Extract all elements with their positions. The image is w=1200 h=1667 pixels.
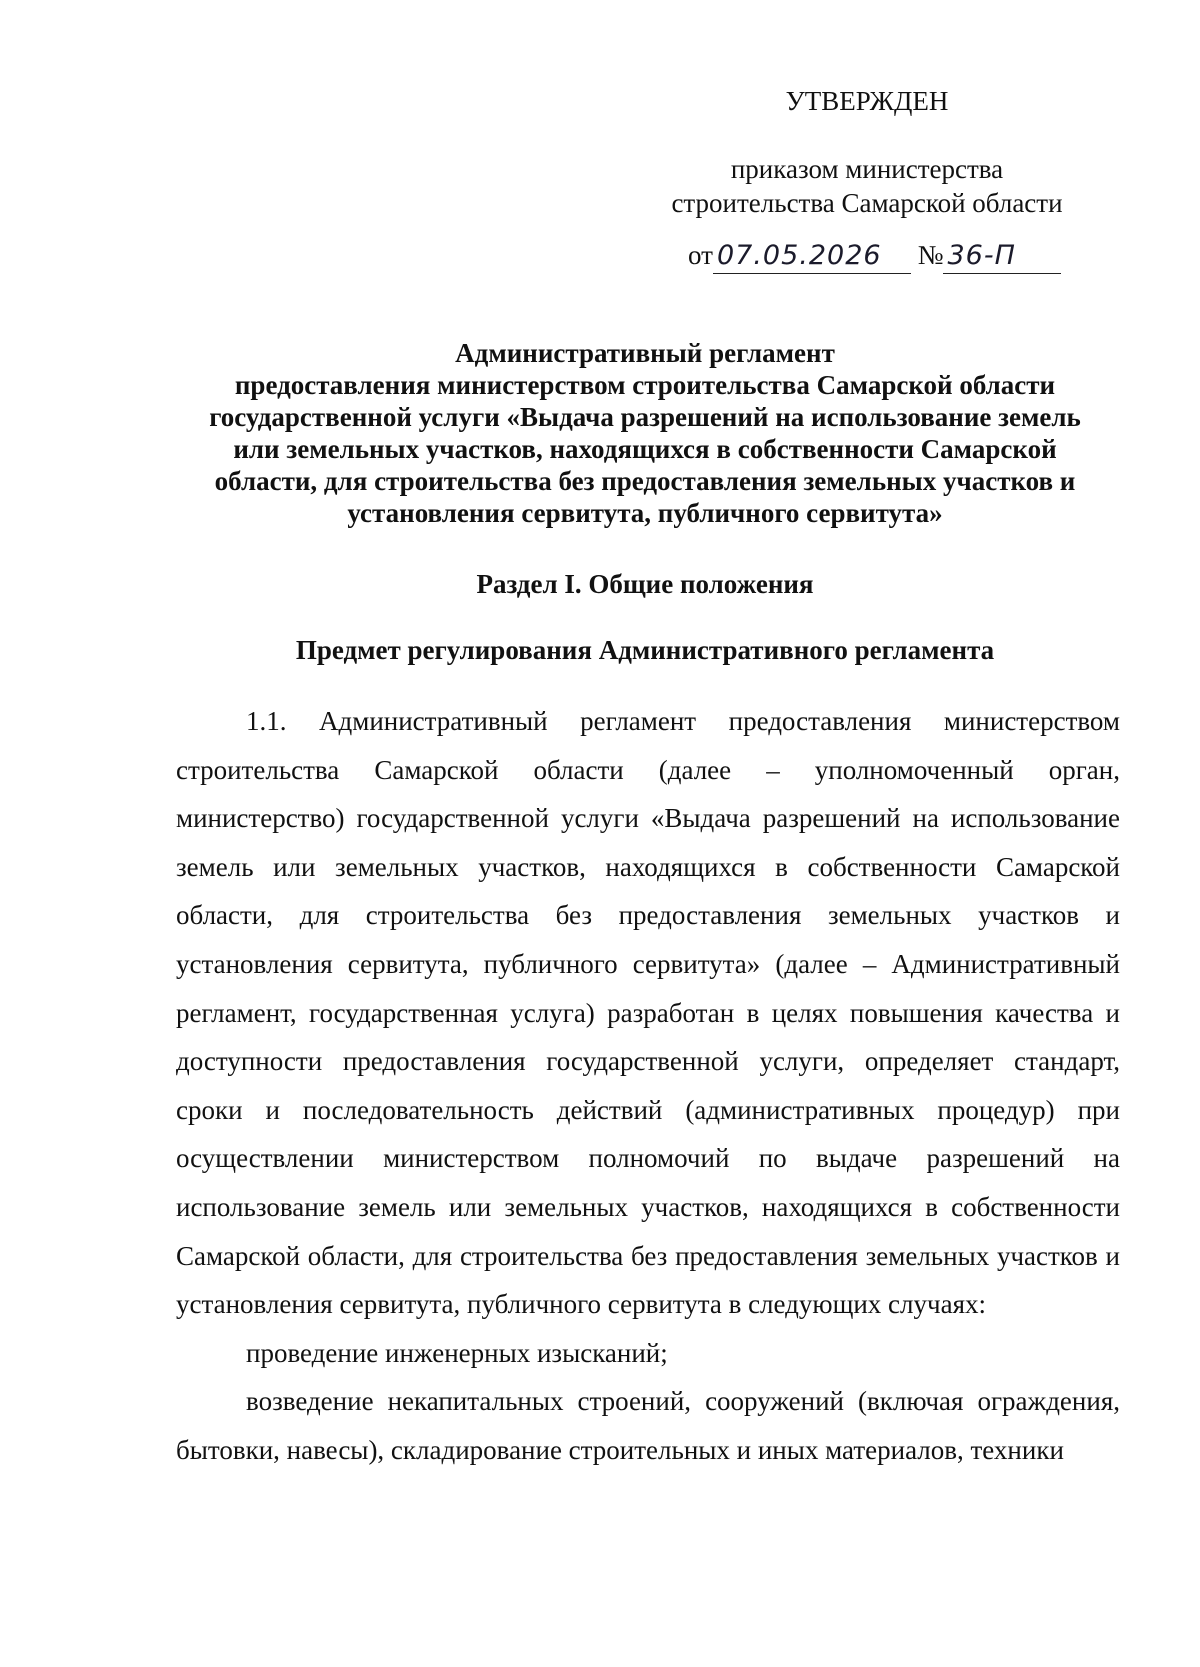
- title-line-5: области, для строительства без предоставления земельных участков и: [214, 466, 1076, 496]
- approval-line-1: приказом министерства: [730, 154, 1004, 184]
- order-date-handwritten: 07.05.2026: [713, 239, 911, 274]
- paragraph-engineering-surveys: проведение инженерных изысканий;: [246, 1337, 668, 1368]
- order-number-handwritten: 36-П: [943, 239, 1061, 274]
- number-prefix: №: [917, 240, 944, 270]
- document-title: [170, 337, 1120, 529]
- title-line-2: предоставления министерством строительства Самарской области: [234, 370, 1056, 400]
- section-heading: Раздел I. Общие положения: [476, 569, 814, 599]
- title-line-3: государственной услуги «Выдача разрешений на использование земель: [209, 402, 1081, 432]
- document-body: [176, 697, 1120, 1475]
- paragraph-non-capital-structures: возведение некапитальных строений, сооружений (включая ограждения, бытовки, навесы), складирование строительных и иных материалов, техники: [176, 1386, 1120, 1465]
- approved-heading: УТВЕРЖДЕН: [785, 86, 949, 116]
- paragraph-1-1: 1.1. Административный регламент предоставления министерством строительства Самарской области (далее – уполномоченный орган, министерство) государственной услуги «Выдача разрешений на использование земель или земельных участков, находящихся в собственности Самарской области, для строительства без предоставления земельных участков и установления сервитута, публичного сервитута» (далее – Административный регламент, государственная услуга) разработан в целях повышения качества и доступности предоставления государственной услуги, определяет стандарт, сроки и последовательность действий (административных процедур) при осуществлении министерством полномочий по выдаче разрешений на использование земель или земельных участков, находящихся в собственности Самарской области, для строительства без предоставления земельных участков и установления сервитута, публичного сервитута в следующих случаях:: [176, 706, 1120, 1320]
- order-date-number-row: [688, 238, 1061, 274]
- title-line-6: установления сервитута, публичного сервитута»: [347, 498, 943, 528]
- approval-stamp-block: [652, 84, 1082, 220]
- subsection-heading: Предмет регулирования Административного регламента: [295, 635, 995, 665]
- from-prefix: от: [688, 240, 713, 270]
- title-line-1: Административный регламент: [455, 338, 835, 368]
- title-line-4: или земельных участков, находящихся в собственности Самарской: [233, 434, 1057, 464]
- approval-line-2: строительства Самарской области: [671, 188, 1063, 218]
